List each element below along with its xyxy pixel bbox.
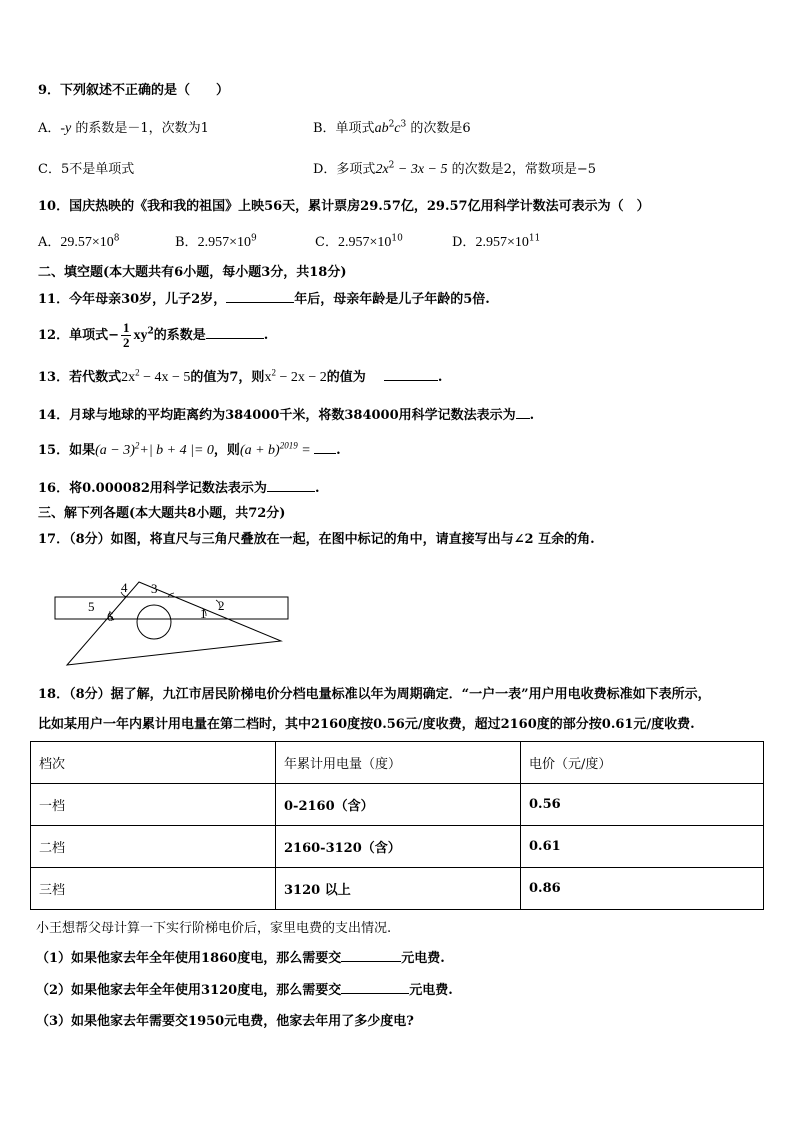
protractor-circle bbox=[137, 605, 171, 639]
table-cell: 三档 bbox=[31, 868, 276, 910]
table-row bbox=[31, 784, 764, 826]
q10-option-d: D．$2.957\times 10^{11}$ bbox=[452, 233, 541, 250]
q18-sub-2: （2）如果他家去年全年使用3120度电，那么需要交 元电费. bbox=[36, 983, 453, 998]
q10-option-c: C．$2.957\times 10^{10}$ bbox=[315, 233, 403, 250]
q10-option-a: A．$29.57\times 10^8$ bbox=[38, 233, 120, 250]
q18-line-2: 比如某用户一年内累计用电量在第二档时，其中2160度按0.56元/度收费，超过2160度的部分按0.61元/度收费. bbox=[38, 717, 695, 732]
angle-label-6: 6 bbox=[107, 609, 114, 624]
q10-option-b: B．$2.957\times 10^9$ bbox=[175, 233, 257, 250]
section-3-heading: 三、解下列各题(本大题共8小题，共72分) bbox=[38, 506, 286, 521]
table-cell: 二档 bbox=[31, 826, 276, 868]
q9-option-c: C．5不是单项式 bbox=[38, 162, 135, 177]
q15: 15．如果$(a - 3)^2+|$ b + 4 |= 0，则$(a + b)^{2019}$ = . bbox=[38, 440, 341, 458]
q18-line-1: 18．（8分）据了解，九江市居民阶梯电价分档电量标准以年为周期确定．“一户一表”用户用电收费标准如下表所示， bbox=[38, 687, 711, 702]
table-cell: 3120 以上 bbox=[276, 868, 521, 910]
q18-sub-2-blank[interactable] bbox=[341, 981, 409, 994]
table-cell: 0.61 bbox=[521, 826, 764, 868]
q11-blank[interactable] bbox=[226, 290, 294, 303]
table-row bbox=[31, 868, 764, 910]
table-cell: 一档 bbox=[31, 784, 276, 826]
section-2-heading: 二、填空题(本大题共有6小题，每小题3分，共18分) bbox=[38, 265, 347, 280]
q17-stem: 17．（8分）如图，将直尺与三角尺叠放在一起，在图中标记的角中，请直接写出与∠2 互余的角. bbox=[38, 532, 595, 547]
q18-sub-3: （3）如果他家去年需要交1950元电费，他家去年用了多少度电? bbox=[36, 1014, 414, 1029]
angle-label-4: 4 bbox=[121, 580, 128, 595]
q15-blank[interactable] bbox=[314, 441, 336, 454]
q12: 12．单项式− $\frac{1}{2}$ $xy^2$的系数是 . bbox=[38, 320, 269, 350]
q12-fraction: $\frac{1}{2}$ bbox=[122, 320, 130, 350]
angle-label-3: 3 bbox=[151, 581, 158, 596]
table-header-row bbox=[31, 742, 764, 784]
q18-sub-1-blank[interactable] bbox=[341, 949, 401, 962]
table-cell: 0.56 bbox=[521, 784, 764, 826]
q16-blank[interactable] bbox=[267, 479, 315, 492]
angle-label-1: 1 bbox=[200, 606, 207, 621]
q12-blank[interactable] bbox=[206, 326, 264, 339]
table-cell: 0-2160（含） bbox=[276, 784, 521, 826]
q18-after-table: 小王想帮父母计算一下实行阶梯电价后，家里电费的支出情况. bbox=[36, 921, 392, 936]
q14: 14．月球与地球的平均距离约为384000千米，将数384000用科学记数法表示为 . bbox=[38, 408, 535, 423]
q9-option-d: D．多项式$2x^2 - 3x - 5$ 的次数是2，常数项是−5 bbox=[313, 160, 597, 177]
q16: 16．将0.000082用科学记数法表示为 . bbox=[38, 481, 320, 496]
angle-label-2: 2 bbox=[218, 598, 225, 613]
table-header-cell: 电价（元/度） bbox=[521, 742, 764, 784]
q9-stem: 9．下列叙述不正确的是（ ） bbox=[38, 83, 230, 98]
table-cell: 0.86 bbox=[521, 868, 764, 910]
q13: 13．若代数式$2x^2 - 4x - 5$的值为7，则$x^2 - 2x - 2$的值为 . bbox=[38, 367, 443, 385]
table-header-cell: 档次 bbox=[31, 742, 276, 784]
q18-sub-1: （1）如果他家去年全年使用1860度电，那么需要交 元电费. bbox=[36, 951, 445, 966]
ruler-triangle-figure bbox=[50, 578, 295, 670]
q10-stem: 10．国庆热映的《我和我的祖国》上映56天，累计票房29.57亿，29.57亿用科学计数法可表示为（ ） bbox=[38, 199, 650, 214]
q9-option-a: A．-y 的系数是－1，次数为1 bbox=[38, 121, 209, 136]
table-row bbox=[31, 826, 764, 868]
angle-label-5: 5 bbox=[88, 599, 95, 614]
electricity-price-table bbox=[30, 741, 764, 910]
q14-blank[interactable] bbox=[516, 406, 530, 419]
table-cell: 2160-3120（含） bbox=[276, 826, 521, 868]
q9-option-b: B．单项式$ab^2c^3$ 的次数是6 bbox=[313, 119, 471, 136]
table-header-cell: 年累计用电量（度） bbox=[276, 742, 521, 784]
q11: 11．今年母亲30岁，儿子2岁， 年后，母亲年龄是儿子年龄的5倍. bbox=[38, 292, 490, 307]
q13-blank[interactable] bbox=[384, 368, 438, 381]
triangle bbox=[67, 582, 281, 665]
